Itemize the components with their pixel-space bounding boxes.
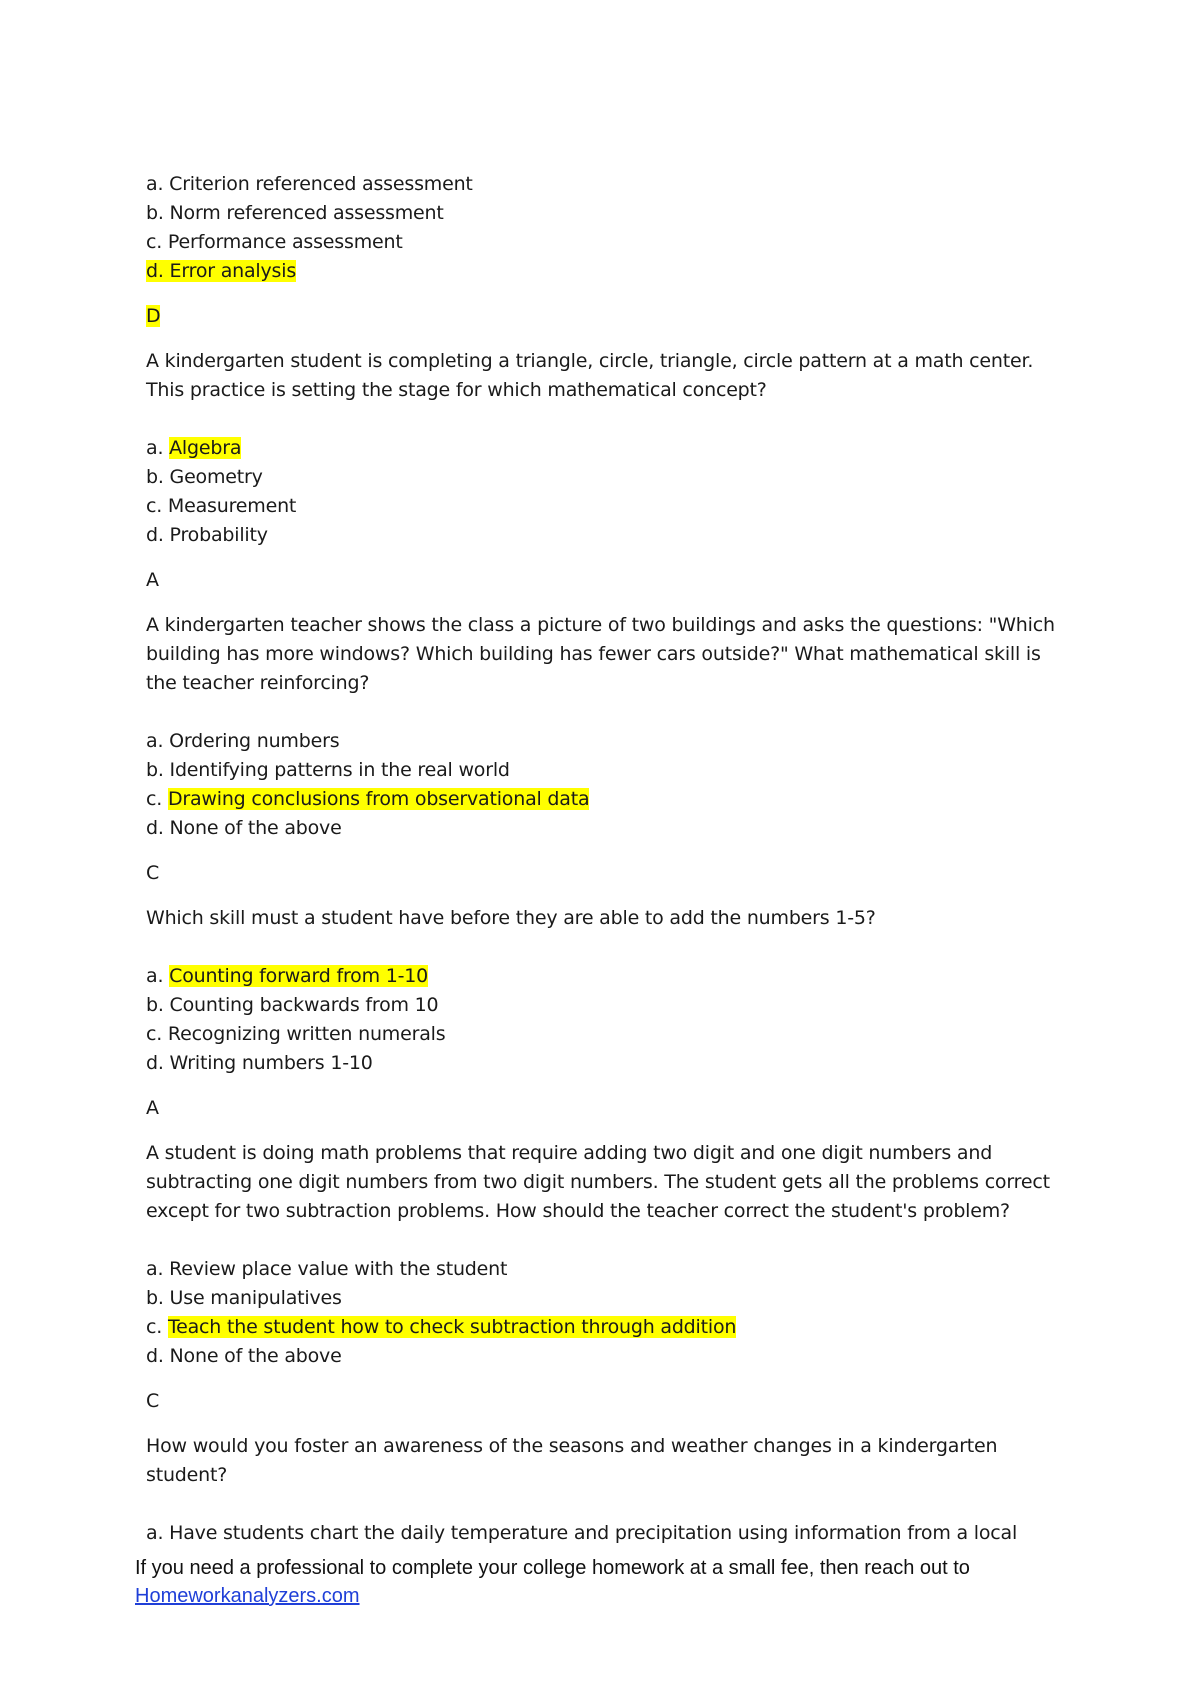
question-block xyxy=(146,1432,1066,1548)
answer-option xyxy=(146,521,1066,550)
option-text: c. Recognizing written numerals xyxy=(146,1023,446,1045)
answer-option xyxy=(146,785,1066,814)
answer-option xyxy=(146,1255,1066,1284)
highlighted-option-text: Counting forward from 1-10 xyxy=(169,965,429,987)
option-text: b. Geometry xyxy=(146,466,263,488)
options-list xyxy=(146,434,1066,550)
option-text: a. Review place value with the student xyxy=(146,1258,508,1280)
answer-option xyxy=(146,463,1066,492)
option-text: c. Measurement xyxy=(146,495,297,517)
footer-text: If you need a professional to complete your college homework at a small fee, then reach out to xyxy=(135,1557,970,1579)
option-prefix: a. xyxy=(146,965,170,987)
option-text: b. Norm referenced assessment xyxy=(146,202,444,224)
answer-option xyxy=(146,1020,1066,1049)
question-text: A kindergarten teacher shows the class a picture of two buildings and asks the questions: "Which building has more windows? Which building has fewer cars outside?" What mathematical skill is the teacher reinforcing? xyxy=(146,614,1055,694)
answer-option xyxy=(146,228,1066,257)
options-list xyxy=(146,170,1066,286)
question-block xyxy=(146,347,1066,595)
answer-key xyxy=(146,1387,1066,1416)
option-text: d. None of the above xyxy=(146,817,342,839)
option-text: c. Performance assessment xyxy=(146,231,403,253)
options-list xyxy=(146,727,1066,843)
answer-option xyxy=(146,199,1066,228)
answer-key xyxy=(146,302,1066,331)
option-text: d. Probability xyxy=(146,524,268,546)
answer-key xyxy=(146,859,1066,888)
highlighted-option-text: Teach the student how to check subtraction through addition xyxy=(167,1316,737,1338)
answer-option xyxy=(146,1519,1066,1548)
answer-letter: A xyxy=(146,569,159,591)
highlighted-option-text: d. Error analysis xyxy=(146,260,297,282)
question-block xyxy=(146,611,1066,888)
spacer xyxy=(146,405,1066,434)
answer-option xyxy=(146,962,1066,991)
option-text: d. Writing numbers 1-10 xyxy=(146,1052,373,1074)
option-text: a. Have students chart the daily temperature and precipitation using information from a local xyxy=(146,1522,1018,1544)
option-prefix: c. xyxy=(146,788,168,810)
answer-key xyxy=(146,566,1066,595)
question-block xyxy=(146,904,1066,1123)
answer-option xyxy=(146,756,1066,785)
answer-option xyxy=(146,1049,1066,1078)
answer-letter: C xyxy=(146,862,160,884)
answer-option xyxy=(146,492,1066,521)
option-text: d. None of the above xyxy=(146,1345,342,1367)
answer-option xyxy=(146,727,1066,756)
answer-letter: C xyxy=(146,1390,160,1412)
answer-option xyxy=(146,1313,1066,1342)
question-text: How would you foster an awareness of the seasons and weather changes in a kindergarten student? xyxy=(146,1435,998,1486)
option-text: a. Ordering numbers xyxy=(146,730,340,752)
option-text: b. Use manipulatives xyxy=(146,1287,342,1309)
spacer xyxy=(146,933,1066,962)
promo-footer xyxy=(135,1554,1095,1610)
answer-letter: A xyxy=(146,1097,159,1119)
question-text: A student is doing math problems that require adding two digit and one digit numbers and subtracting one digit numbers from two digit numbers. The student gets all the problems correct except for two subtraction problems. How should the teacher correct the student's problem? xyxy=(146,1142,1050,1222)
option-text: a. Criterion referenced assessment xyxy=(146,173,473,195)
answer-option xyxy=(146,170,1066,199)
question-block xyxy=(146,1139,1066,1416)
footer-link[interactable]: Homeworkanalyzers.com xyxy=(135,1585,360,1607)
highlighted-option-text: Drawing conclusions from observational data xyxy=(167,788,590,810)
answer-option xyxy=(146,257,1066,286)
option-text: b. Identifying patterns in the real world xyxy=(146,759,510,781)
spacer xyxy=(146,1226,1066,1255)
option-prefix: a. xyxy=(146,437,170,459)
answer-option xyxy=(146,1342,1066,1371)
options-list xyxy=(146,1255,1066,1371)
answer-key xyxy=(146,1094,1066,1123)
answer-option xyxy=(146,1284,1066,1313)
options-list xyxy=(146,1519,1066,1548)
option-text: b. Counting backwards from 10 xyxy=(146,994,439,1016)
answer-option xyxy=(146,814,1066,843)
question-text: A kindergarten student is completing a triangle, circle, triangle, circle pattern at a math center. This practice is setting the stage for which mathematical concept? xyxy=(146,350,1034,401)
option-prefix: c. xyxy=(146,1316,168,1338)
options-list xyxy=(146,962,1066,1078)
spacer xyxy=(146,698,1066,727)
question-text: Which skill must a student have before they are able to add the numbers 1-5? xyxy=(146,907,876,929)
answer-option xyxy=(146,434,1066,463)
question-block xyxy=(146,170,1066,331)
answer-letter: D xyxy=(146,305,161,327)
document-body xyxy=(146,170,1066,1548)
answer-option xyxy=(146,991,1066,1020)
spacer xyxy=(146,1490,1066,1519)
highlighted-option-text: Algebra xyxy=(169,437,242,459)
